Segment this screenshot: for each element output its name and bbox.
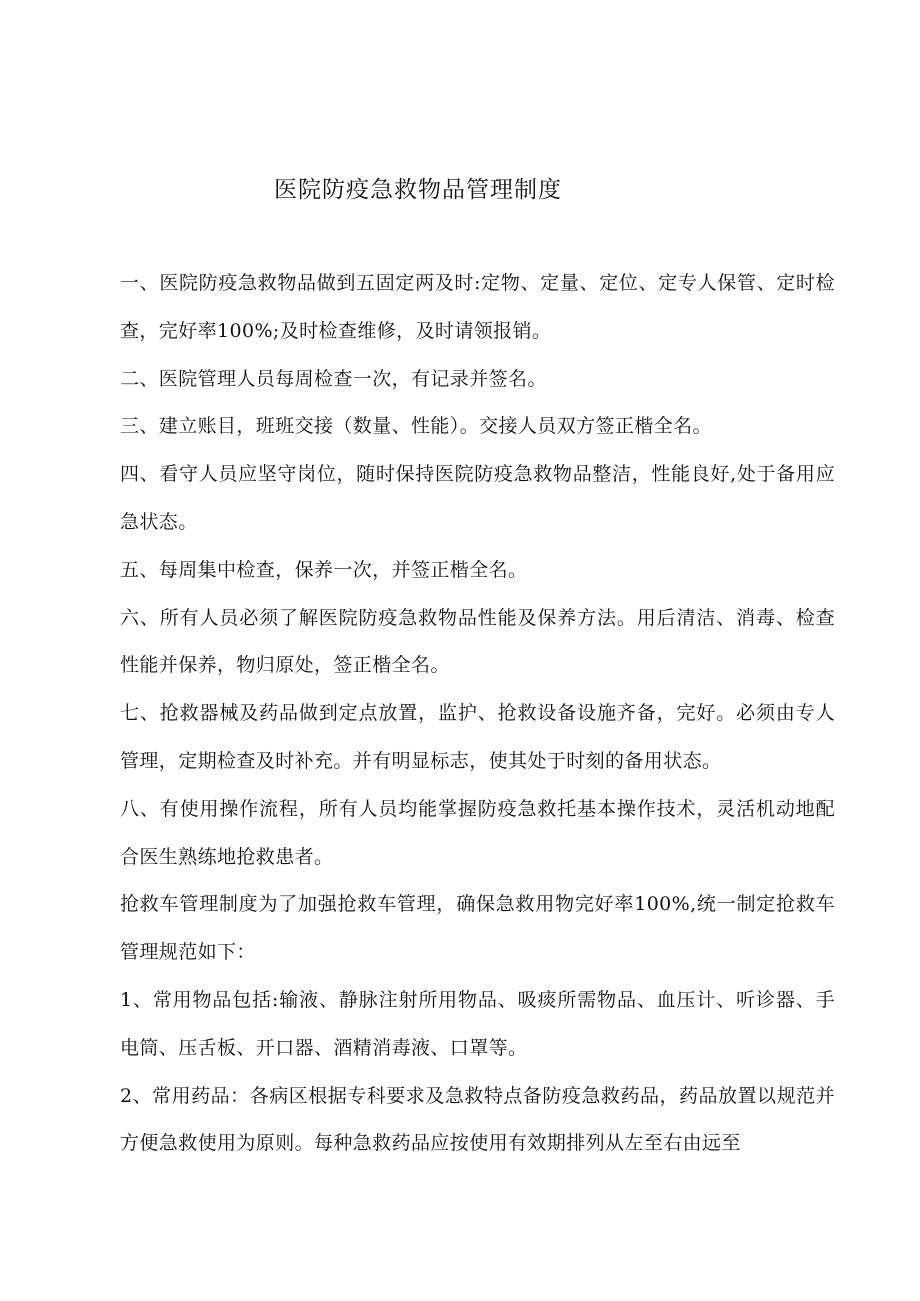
paragraph-cart-intro: 抢救车管理制度为了加强抢救车管理，确保急救用物完好率100%,统一制定抢救车管理规范如下：	[120, 893, 835, 964]
paragraph-rule-7: 七、抢救器械及药品做到定点放置，监护、抢救设备设施齐备，完好。必须由专人管理，定期检查及时补充。并有明显标志，使其处于时刻的备用状态。	[120, 702, 835, 772]
paragraph-rule-5: 五、每周集中检查，保养一次，并签正楷全名。	[120, 558, 528, 581]
document-title: 医院防疫急救物品管理制度	[274, 177, 562, 203]
paragraph-cart-item-2: 2、常用药品：各病区根据专科要求及急救特点备防疫急救药品，药品放置以规范并方便急救使用为原则。每种急救药品应按使用有效期排列从左至右由远至	[120, 1084, 835, 1155]
paragraph-rule-4: 四、看守人员应坚守岗位，随时保持医院防疫急救物品整洁，性能良好,处于备用应急状态。	[120, 463, 835, 533]
document-body	[120, 260, 835, 1168]
paragraph-rule-3: 三、建立账目，班班交接（数量、性能）。交接人员双方签正楷全名。	[120, 415, 712, 438]
paragraph-cart-item-1: 1、常用物品包括:输液、静脉注射所用物品、吸痰所需物品、血压计、听诊器、手电筒、压舌板、开口器、酒精消毒液、口罩等。	[120, 988, 835, 1059]
paragraph-rule-2: 二、医院管理人员每周检查一次，有记录并签名。	[120, 367, 547, 390]
paragraph-rule-8: 八、有使用操作流程，所有人员均能掌握防疫急救托基本操作技术，灵活机动地配合医生熟练地抢救患者。	[120, 797, 835, 868]
paragraph-rule-6: 六、所有人员必须了解医院防疫急救物品性能及保养方法。用后清洁、消毒、检查性能并保养，物归原处，签正楷全名。	[120, 606, 835, 677]
paragraph-rule-1: 一、医院防疫急救物品做到五固定两及时:定物、定量、定位、定专人保管、定时检查，完好率100%;及时检查维修，及时请领报销。	[120, 272, 835, 342]
